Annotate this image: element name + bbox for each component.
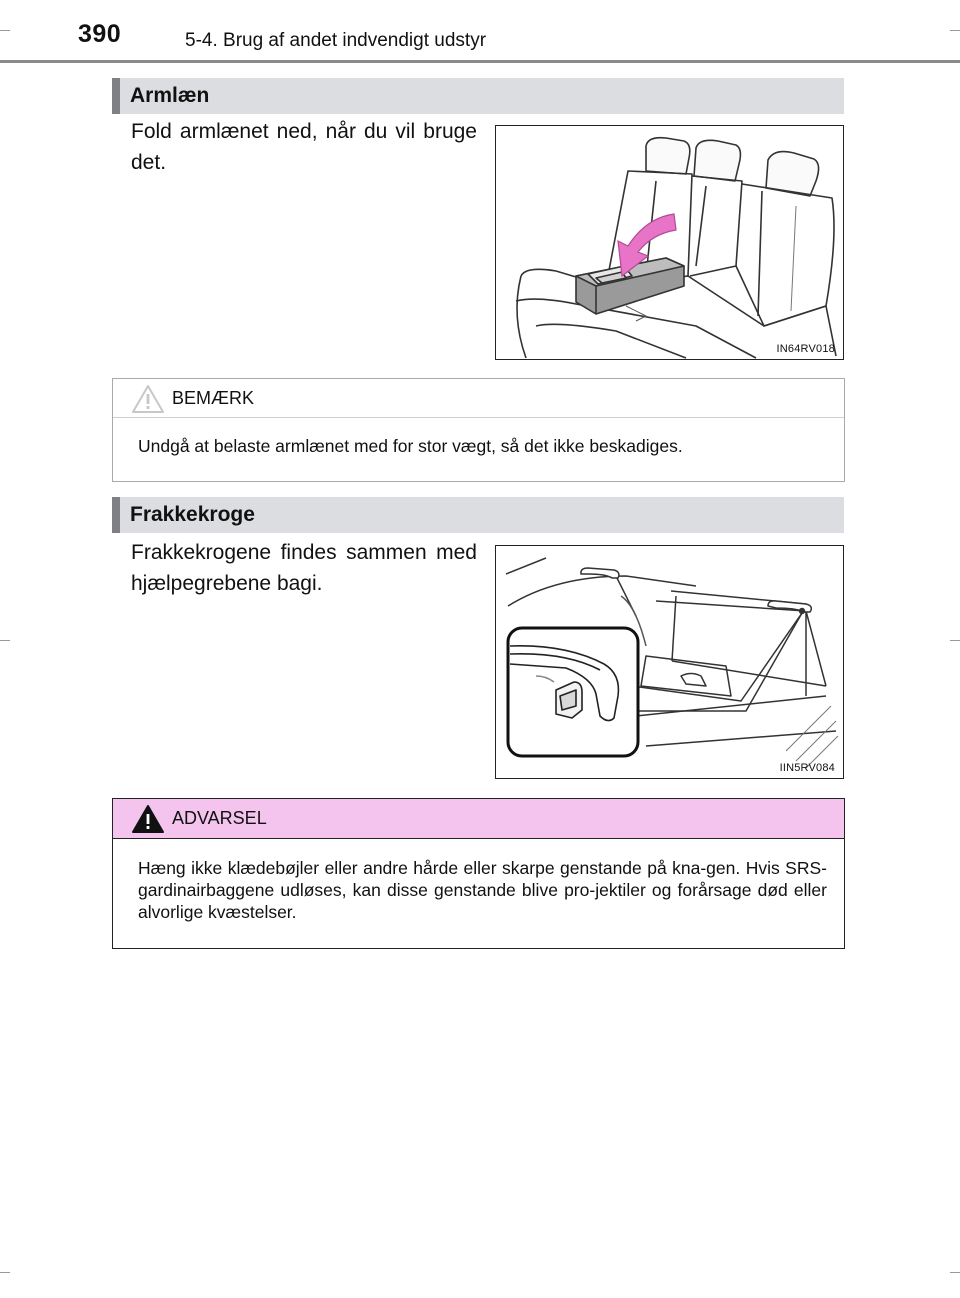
header-rule bbox=[0, 60, 960, 63]
page-number: 390 bbox=[78, 20, 122, 48]
section-heading-coat-hooks bbox=[112, 497, 844, 533]
warning-box bbox=[112, 798, 845, 949]
crop-mark bbox=[0, 640, 10, 641]
warning-triangle-icon bbox=[131, 804, 165, 834]
notice-header bbox=[113, 379, 844, 418]
section-heading-armrest bbox=[112, 78, 844, 114]
crop-mark bbox=[0, 30, 10, 31]
coat-hook-detail-inset bbox=[508, 628, 638, 756]
warning-header bbox=[113, 799, 844, 839]
rear-seat-armrest-illustration bbox=[496, 126, 843, 359]
coat-hook-illustration bbox=[496, 546, 843, 778]
coat-hooks-description: Frakkekrogene findes sammen med hjælpegrebene bagi. bbox=[131, 541, 477, 595]
armrest-description: Fold armlænet ned, når du vil bruge det. bbox=[131, 120, 477, 174]
crop-mark bbox=[950, 1272, 960, 1273]
armrest-figure bbox=[495, 125, 844, 360]
caution-triangle-icon bbox=[131, 384, 165, 414]
warning-text: Hæng ikke klædebøjler eller andre hårde eller skarpe genstande på kna-gen. Hvis SRS-gardinairbaggene udløses, kan disse genstande blive pro-jektiler og forårsage død eller alvorlige kvæstelser. bbox=[138, 858, 827, 922]
coat-hook-figure bbox=[495, 545, 844, 779]
chapter-title: 5-4. Brug af andet indvendigt udstyr bbox=[185, 30, 487, 51]
notice-box bbox=[112, 378, 845, 482]
crop-mark bbox=[950, 30, 960, 31]
warning-title: ADVARSEL bbox=[172, 808, 267, 828]
notice-title: BEMÆRK bbox=[172, 388, 255, 408]
section-title: Frakkekroge bbox=[130, 503, 255, 526]
crop-mark bbox=[0, 1272, 10, 1273]
section-title: Armlæn bbox=[130, 84, 210, 107]
figure-code: IN64RV018 bbox=[776, 343, 835, 355]
notice-text: Undgå at belaste armlænet med for stor vægt, så det ikke beskadiges. bbox=[138, 436, 683, 456]
figure-code: IIN5RV084 bbox=[779, 762, 835, 774]
crop-mark bbox=[950, 640, 960, 641]
